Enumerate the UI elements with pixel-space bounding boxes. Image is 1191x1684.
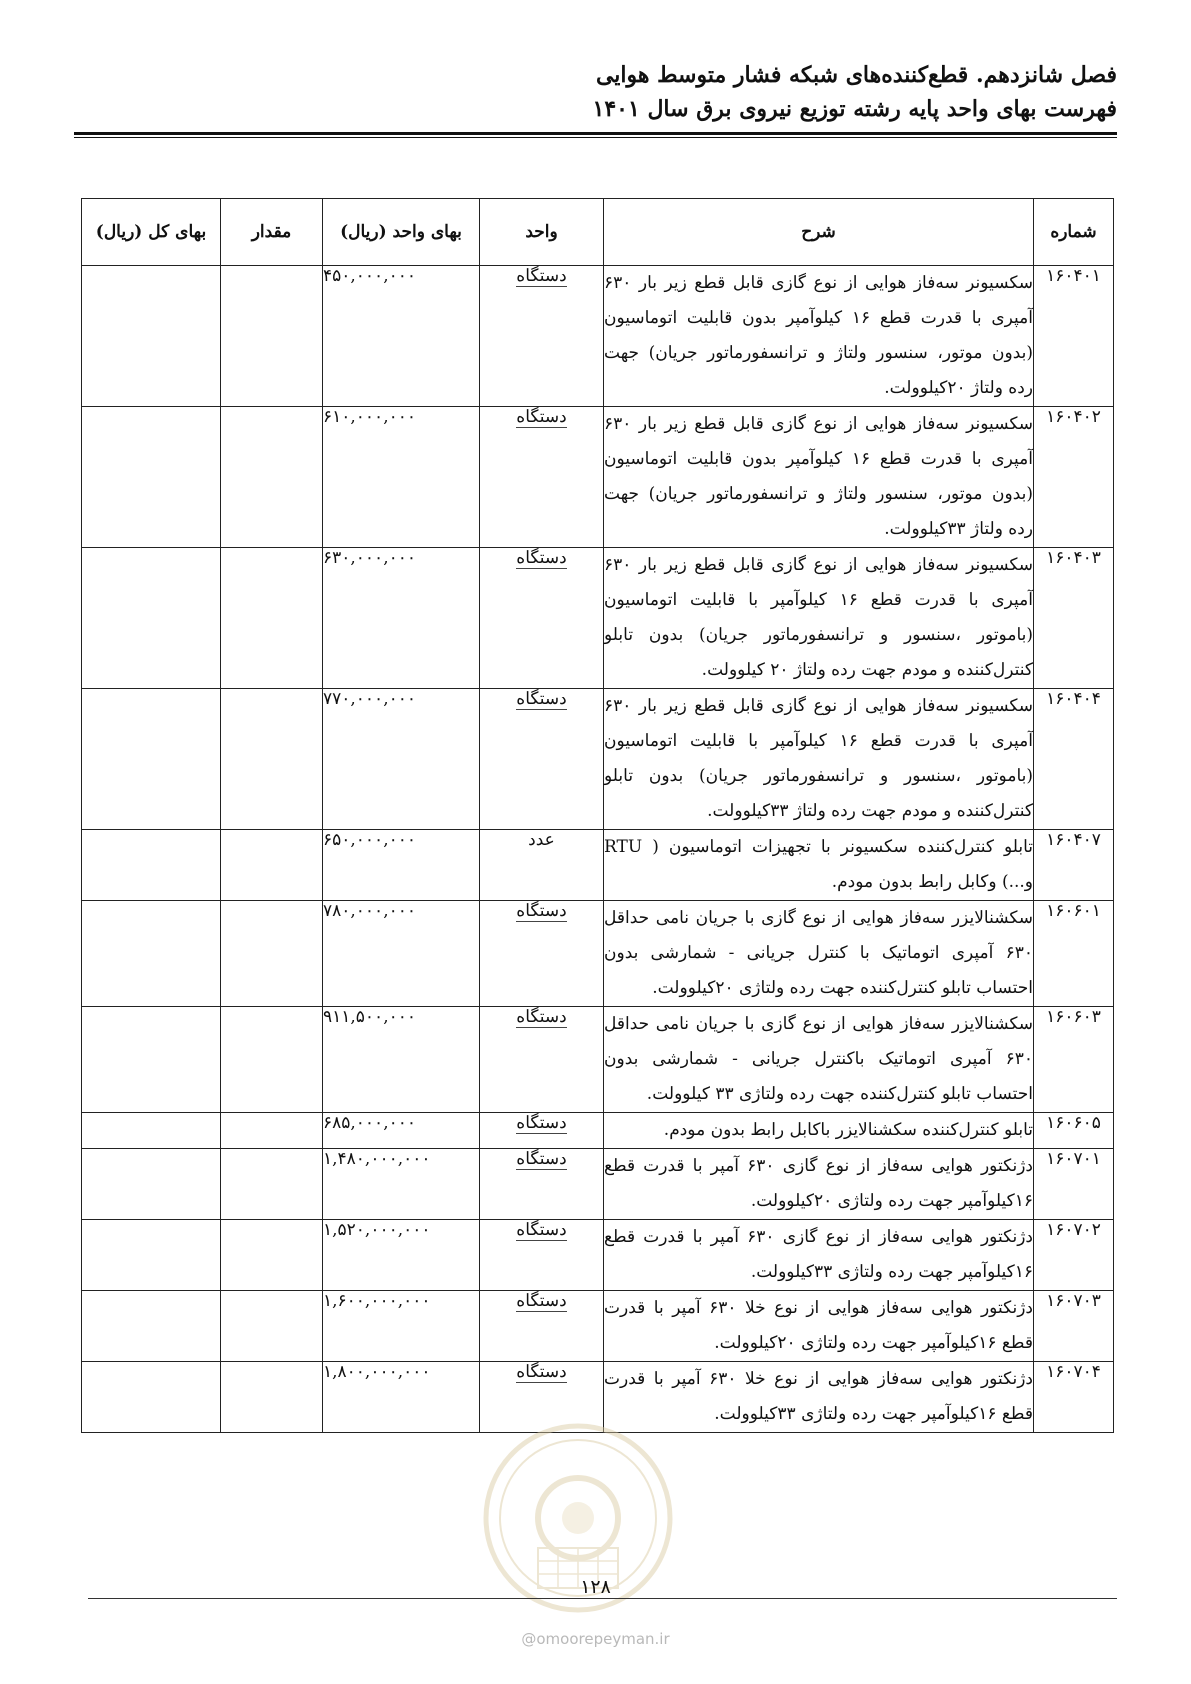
row-description: تابلو کنترل‌کننده سکسیونر با تجهیزات اتوماسیون ( RTU و...) وکابل رابط بدون مودم. <box>604 830 1034 901</box>
header-rule-thick <box>74 132 1117 135</box>
row-unit-text: دستگاه <box>516 1113 567 1133</box>
row-unit-text: دستگاه <box>516 407 567 427</box>
row-quantity <box>221 1113 323 1149</box>
row-quantity <box>221 1220 323 1291</box>
column-header-unit-price: بهای واحد (ریال) <box>323 199 480 266</box>
row-total-price <box>82 1113 221 1149</box>
row-number: ۱۶۰۴۰۳ <box>1034 548 1114 689</box>
row-unit <box>480 1291 604 1362</box>
row-unit-price: ۴۵۰,۰۰۰,۰۰۰ <box>323 266 480 407</box>
row-description: سکسیونر سه‌فاز هوایی از نوع گازی قابل قطع زیر بار ۶۳۰ آمپری با قدرت قطع ۱۶ کیلوآمپر با قابلیت اتوماسیون (باموتور ،سنسور و ترانسفورماتور جریان) بدون تابلو کنترل‌کننده و مودم جهت رده ولتاژ ۲۰ کیلوولت. <box>604 548 1034 689</box>
table-row <box>82 407 1114 548</box>
row-description: سکسیونر سه‌فاز هوایی از نوع گازی قابل قطع زیر بار ۶۳۰ آمپری با قدرت قطع ۱۶ کیلوآمپر با قابلیت اتوماسیون (باموتور ،سنسور و ترانسفورماتور جریان) بدون تابلو کنترل‌کننده و مودم جهت رده ولتاژ ۳۳کیلوولت. <box>604 689 1034 830</box>
row-quantity <box>221 266 323 407</box>
row-quantity <box>221 689 323 830</box>
row-unit-text: عدد <box>528 830 555 850</box>
row-unit-price: ۹۱۱,۵۰۰,۰۰۰ <box>323 1007 480 1113</box>
table-row <box>82 1220 1114 1291</box>
row-unit-text: دستگاه <box>516 1007 567 1027</box>
row-total-price <box>82 830 221 901</box>
row-unit <box>480 1007 604 1113</box>
row-total-price <box>82 1362 221 1433</box>
row-unit-price: ۱,۸۰۰,۰۰۰,۰۰۰ <box>323 1362 480 1433</box>
row-unit-text: دستگاه <box>516 266 567 286</box>
row-unit <box>480 1220 604 1291</box>
row-unit-text: دستگاه <box>516 1149 567 1169</box>
row-description: سکسیونر سه‌فاز هوایی از نوع گازی قابل قطع زیر بار ۶۳۰ آمپری با قدرت قطع ۱۶ کیلوآمپر بدون قابلیت اتوماسیون (بدون موتور، سنسور ولتاژ و ترانسفورماتور جریان) جهت رده ولتاژ ۳۳کیلوولت. <box>604 407 1034 548</box>
table-row <box>82 830 1114 901</box>
row-unit-text: دستگاه <box>516 1291 567 1311</box>
column-header-quantity: مقدار <box>221 199 323 266</box>
row-description: دژنکتور هوایی سه‌فاز هوایی از نوع خلا ۶۳۰ آمپر با قدرت قطع ۱۶کیلوآمپر جهت رده ولتاژی ۳۳کیلوولت. <box>604 1362 1034 1433</box>
row-unit <box>480 1149 604 1220</box>
row-number: ۱۶۰۶۰۱ <box>1034 901 1114 1007</box>
row-number: ۱۶۰۶۰۵ <box>1034 1113 1114 1149</box>
row-unit <box>480 830 604 901</box>
row-description: دژنکتور هوایی سه‌فاز هوایی از نوع خلا ۶۳۰ آمپر با قدرت قطع ۱۶کیلوآمپر جهت رده ولتاژی ۲۰کیلوولت. <box>604 1291 1034 1362</box>
row-total-price <box>82 1220 221 1291</box>
row-number: ۱۶۰۷۰۳ <box>1034 1291 1114 1362</box>
table-row <box>82 266 1114 407</box>
price-list-table <box>81 198 1114 1433</box>
row-unit-price: ۶۳۰,۰۰۰,۰۰۰ <box>323 548 480 689</box>
row-quantity <box>221 1007 323 1113</box>
row-total-price <box>82 407 221 548</box>
row-description: سکشنالایزر سه‌فاز هوایی از نوع گازی با جریان نامی حداقل ۶۳۰ آمپری اتوماتیک با کنترل جریانی - شمارشی بدون احتساب تابلو کنترل‌کننده جهت رده ولتاژی ۲۰کیلوولت. <box>604 901 1034 1007</box>
row-unit-text: دستگاه <box>516 548 567 568</box>
row-unit <box>480 407 604 548</box>
column-header-unit: واحد <box>480 199 604 266</box>
row-unit-text: دستگاه <box>516 689 567 709</box>
row-unit <box>480 901 604 1007</box>
page-header <box>74 58 1117 126</box>
row-description: سکسیونر سه‌فاز هوایی از نوع گازی قابل قطع زیر بار ۶۳۰ آمپری با قدرت قطع ۱۶ کیلوآمپر بدون قابلیت اتوماسیون (بدون موتور، سنسور ولتاژ و ترانسفورماتور جریان) جهت رده ولتاژ ۲۰کیلوولت. <box>604 266 1034 407</box>
column-header-number: شماره <box>1034 199 1114 266</box>
row-quantity <box>221 1149 323 1220</box>
row-description: دژنکتور هوایی سه‌فاز از نوع گازی ۶۳۰ آمپر با قدرت قطع ۱۶کیلوآمپر جهت رده ولتاژی ۲۰کیلوولت. <box>604 1149 1034 1220</box>
row-unit-text: دستگاه <box>516 1220 567 1240</box>
row-total-price <box>82 1291 221 1362</box>
table-row <box>82 901 1114 1007</box>
table-row <box>82 689 1114 830</box>
row-total-price <box>82 1149 221 1220</box>
table-row <box>82 1149 1114 1220</box>
row-number: ۱۶۰۴۰۱ <box>1034 266 1114 407</box>
row-unit-text: دستگاه <box>516 901 567 921</box>
chapter-title: فصل شانزدهم. قطع‌کننده‌های شبکه فشار متوسط هوایی <box>595 62 1117 88</box>
row-number: ۱۶۰۶۰۳ <box>1034 1007 1114 1113</box>
row-number: ۱۶۰۴۰۲ <box>1034 407 1114 548</box>
row-quantity <box>221 1291 323 1362</box>
row-number: ۱۶۰۴۰۴ <box>1034 689 1114 830</box>
row-number: ۱۶۰۷۰۲ <box>1034 1220 1114 1291</box>
row-description: سکشنالایزر سه‌فاز هوایی از نوع گازی با جریان نامی حداقل ۶۳۰ آمپری اتوماتیک باکنترل جریانی - شمارشی بدون احتساب تابلو کنترل‌کننده جهت رده ولتاژی ۳۳ کیلوولت. <box>604 1007 1034 1113</box>
row-quantity <box>221 901 323 1007</box>
column-header-description: شرح <box>604 199 1034 266</box>
table-header-row <box>82 199 1114 266</box>
table-row <box>82 1113 1114 1149</box>
row-quantity <box>221 548 323 689</box>
row-unit-price: ۶۸۵,۰۰۰,۰۰۰ <box>323 1113 480 1149</box>
list-title: فهرست بهای واحد پایه رشته توزیع نیروی برق سال ۱۴۰۱ <box>592 96 1117 122</box>
row-unit-price: ۱,۴۸۰,۰۰۰,۰۰۰ <box>323 1149 480 1220</box>
row-description: تابلو کنترل‌کننده سکشنالایزر باکابل رابط بدون مودم. <box>604 1113 1034 1149</box>
row-unit-price: ۱,۶۰۰,۰۰۰,۰۰۰ <box>323 1291 480 1362</box>
page-number: ۱۲۸ <box>580 1576 611 1598</box>
row-total-price <box>82 901 221 1007</box>
row-total-price <box>82 266 221 407</box>
website-watermark: @omoorepeyman.ir <box>521 1630 670 1648</box>
table-row <box>82 1007 1114 1113</box>
row-total-price <box>82 548 221 689</box>
table-row <box>82 548 1114 689</box>
row-unit <box>480 548 604 689</box>
row-unit-price: ۷۷۰,۰۰۰,۰۰۰ <box>323 689 480 830</box>
row-unit <box>480 689 604 830</box>
row-quantity <box>221 830 323 901</box>
row-unit <box>480 1113 604 1149</box>
row-number: ۱۶۰۴۰۷ <box>1034 830 1114 901</box>
row-unit-price: ۷۸۰,۰۰۰,۰۰۰ <box>323 901 480 1007</box>
row-quantity <box>221 1362 323 1433</box>
row-quantity <box>221 407 323 548</box>
row-total-price <box>82 1007 221 1113</box>
row-unit-price: ۶۱۰,۰۰۰,۰۰۰ <box>323 407 480 548</box>
footer-rule <box>88 1598 1117 1599</box>
row-unit <box>480 266 604 407</box>
row-unit-price: ۶۵۰,۰۰۰,۰۰۰ <box>323 830 480 901</box>
column-header-total-price: بهای کل (ریال) <box>82 199 221 266</box>
row-total-price <box>82 689 221 830</box>
row-unit-price: ۱,۵۲۰,۰۰۰,۰۰۰ <box>323 1220 480 1291</box>
row-number: ۱۶۰۷۰۱ <box>1034 1149 1114 1220</box>
row-unit-text: دستگاه <box>516 1362 567 1382</box>
header-rule-thin <box>74 137 1117 138</box>
table-row <box>82 1291 1114 1362</box>
row-number: ۱۶۰۷۰۴ <box>1034 1362 1114 1433</box>
row-description: دژنکتور هوایی سه‌فاز از نوع گازی ۶۳۰ آمپر با قدرت قطع ۱۶کیلوآمپر جهت رده ولتاژی ۳۳کیلوولت. <box>604 1220 1034 1291</box>
